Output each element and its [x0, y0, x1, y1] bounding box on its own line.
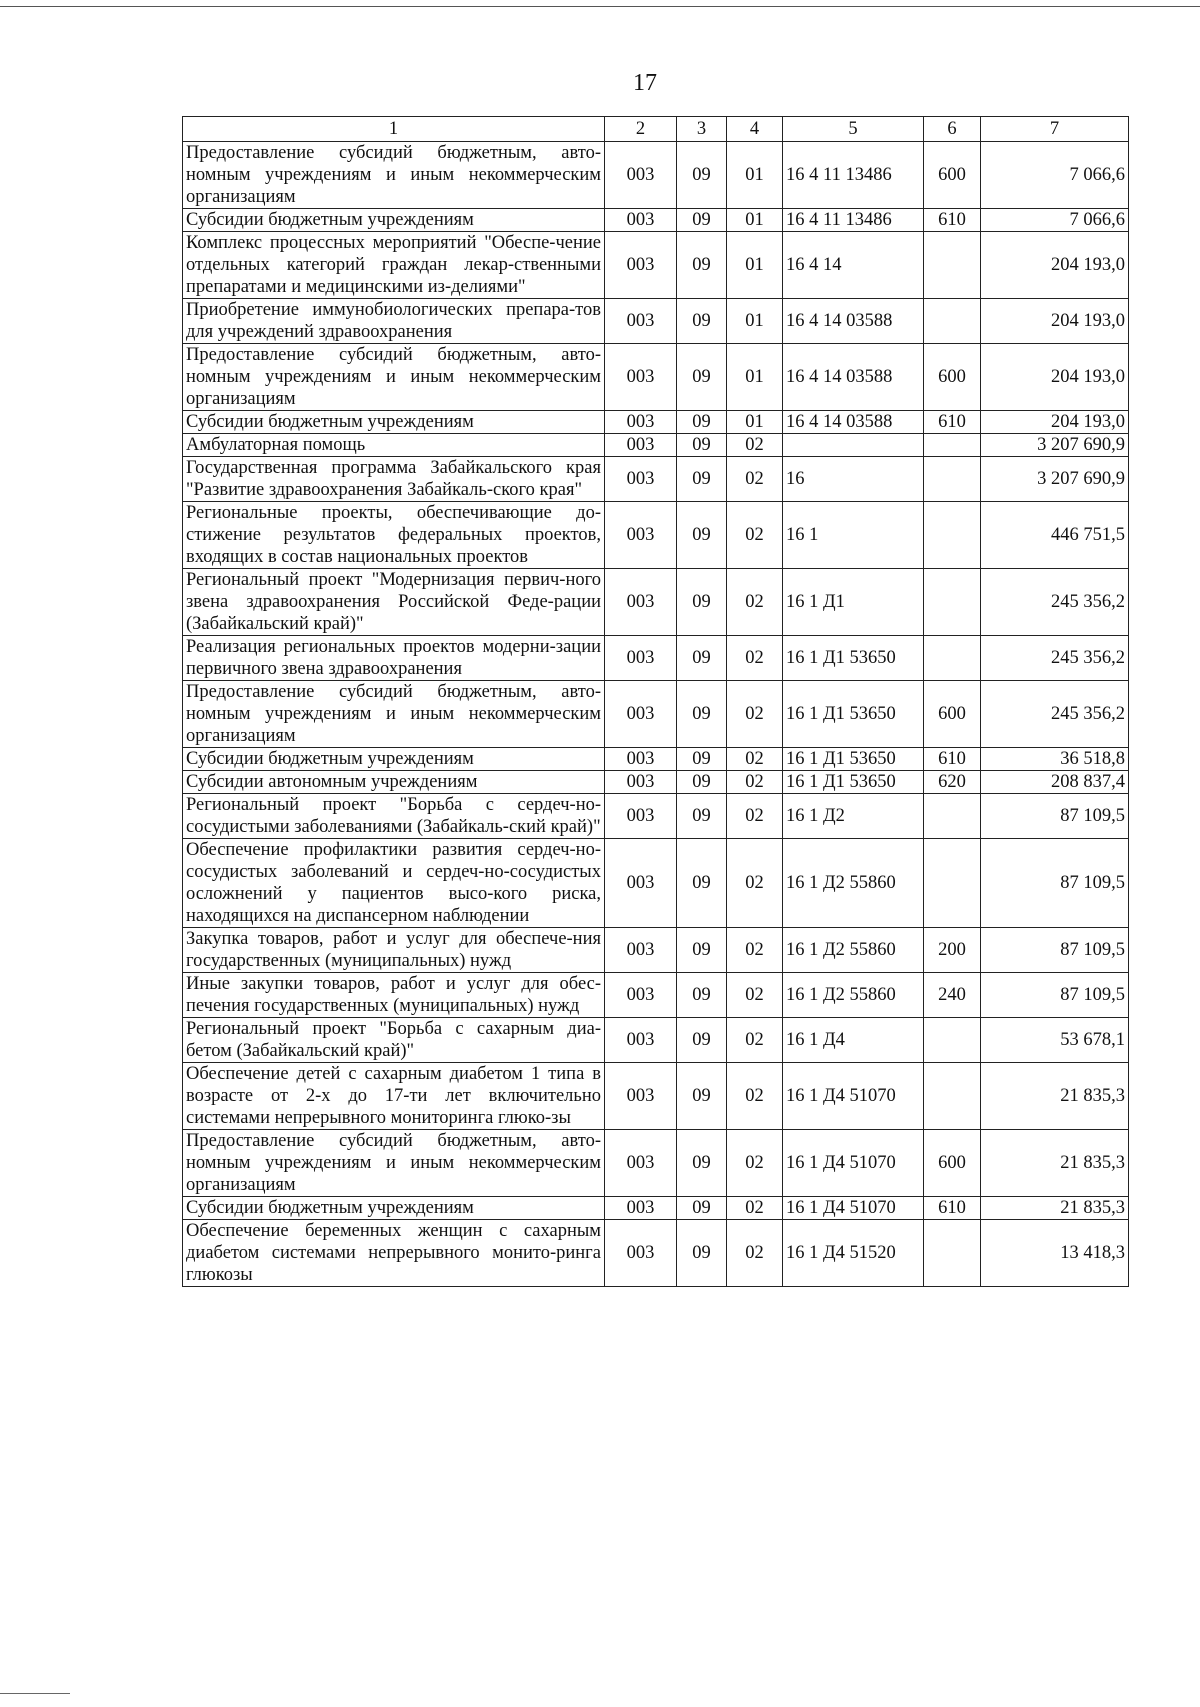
- column-header-3: 3: [677, 117, 727, 142]
- row-name-cell: Государственная программа Забайкальского края "Развитие здравоохранения Забайкаль-ского края": [183, 457, 605, 502]
- row-subsection-cell: 09: [677, 299, 727, 344]
- row-amount-cell: 21 835,3: [981, 1130, 1129, 1197]
- row-section-cell: 003: [605, 973, 677, 1018]
- table-row: [183, 209, 1129, 232]
- row-name-cell: Региональный проект "Модернизация первич-ного звена здравоохранения Российской Феде-рации (Забайкальский край)": [183, 569, 605, 636]
- row-target-article-cell: 16 1 Д2: [783, 794, 924, 839]
- row-subsubsection-cell: 02: [727, 1063, 783, 1130]
- row-expense-type-cell: 600: [924, 681, 981, 748]
- row-name-cell: Предоставление субсидий бюджетным, авто-номным учреждениям и иным некоммерческим организациям: [183, 1130, 605, 1197]
- table-row: [183, 299, 1129, 344]
- table-row: [183, 928, 1129, 973]
- row-target-article-cell: 16 4 14 03588: [783, 299, 924, 344]
- row-target-article-cell: 16 1 Д1 53650: [783, 771, 924, 794]
- row-subsection-cell: 09: [677, 794, 727, 839]
- row-section-cell: 003: [605, 299, 677, 344]
- row-subsubsection-cell: 01: [727, 232, 783, 299]
- row-subsection-cell: 09: [677, 1197, 727, 1220]
- row-section-cell: 003: [605, 142, 677, 209]
- header-row: [183, 117, 1129, 142]
- row-subsubsection-cell: 01: [727, 344, 783, 411]
- row-name-cell: Предоставление субсидий бюджетным, авто-номным учреждениям и иным некоммерческим организациям: [183, 142, 605, 209]
- row-expense-type-cell: 600: [924, 344, 981, 411]
- row-expense-type-cell: 610: [924, 411, 981, 434]
- table-row: [183, 502, 1129, 569]
- row-subsection-cell: 09: [677, 569, 727, 636]
- row-target-article-cell: 16 1 Д2 55860: [783, 928, 924, 973]
- row-subsection-cell: 09: [677, 209, 727, 232]
- table-row: [183, 973, 1129, 1018]
- page-number: 17: [633, 70, 657, 96]
- row-name-cell: Субсидии бюджетным учреждениям: [183, 1197, 605, 1220]
- row-amount-cell: 3 207 690,9: [981, 457, 1129, 502]
- column-header-4: 4: [727, 117, 783, 142]
- row-amount-cell: 208 837,4: [981, 771, 1129, 794]
- top-edge-rule: [0, 6, 1200, 7]
- row-subsection-cell: 09: [677, 636, 727, 681]
- row-amount-cell: 3 207 690,9: [981, 434, 1129, 457]
- row-section-cell: 003: [605, 794, 677, 839]
- row-expense-type-cell: 200: [924, 928, 981, 973]
- row-subsection-cell: 09: [677, 344, 727, 411]
- row-subsubsection-cell: 02: [727, 457, 783, 502]
- row-section-cell: 003: [605, 344, 677, 411]
- row-expense-type-cell: 620: [924, 771, 981, 794]
- row-subsubsection-cell: 01: [727, 142, 783, 209]
- row-expense-type-cell: [924, 232, 981, 299]
- row-section-cell: 003: [605, 209, 677, 232]
- row-expense-type-cell: [924, 1220, 981, 1287]
- row-section-cell: 003: [605, 748, 677, 771]
- row-section-cell: 003: [605, 457, 677, 502]
- row-name-cell: Обеспечение беременных женщин с сахарным диабетом системами непрерывного монито-ринга глюкозы: [183, 1220, 605, 1287]
- table-row: [183, 748, 1129, 771]
- row-section-cell: 003: [605, 569, 677, 636]
- row-amount-cell: 7 066,6: [981, 142, 1129, 209]
- row-target-article-cell: 16 1 Д4 51520: [783, 1220, 924, 1287]
- row-section-cell: 003: [605, 839, 677, 928]
- row-subsection-cell: 09: [677, 748, 727, 771]
- row-name-cell: Субсидии бюджетным учреждениям: [183, 748, 605, 771]
- row-name-cell: Приобретение иммунобиологических препара-тов для учреждений здравоохранения: [183, 299, 605, 344]
- row-expense-type-cell: 600: [924, 142, 981, 209]
- row-expense-type-cell: 610: [924, 748, 981, 771]
- row-amount-cell: 204 193,0: [981, 344, 1129, 411]
- row-expense-type-cell: 600: [924, 1130, 981, 1197]
- row-target-article-cell: 16 1 Д1: [783, 569, 924, 636]
- row-amount-cell: 245 356,2: [981, 569, 1129, 636]
- row-name-cell: Субсидии бюджетным учреждениям: [183, 209, 605, 232]
- table-row: [183, 636, 1129, 681]
- row-section-cell: 003: [605, 1197, 677, 1220]
- table-row: [183, 457, 1129, 502]
- row-subsection-cell: 09: [677, 973, 727, 1018]
- table-row: [183, 1130, 1129, 1197]
- row-name-cell: Обеспечение профилактики развития сердеч-но-сосудистых заболеваний и сердеч-но-сосудистых осложнений у пациентов высо-кого риска, находящихся на диспансерном наблюдении: [183, 839, 605, 928]
- row-subsection-cell: 09: [677, 839, 727, 928]
- row-subsubsection-cell: 02: [727, 681, 783, 748]
- row-target-article-cell: 16 1 Д1 53650: [783, 681, 924, 748]
- row-amount-cell: 245 356,2: [981, 681, 1129, 748]
- row-subsubsection-cell: 02: [727, 1130, 783, 1197]
- row-section-cell: 003: [605, 1220, 677, 1287]
- row-expense-type-cell: [924, 1063, 981, 1130]
- row-section-cell: 003: [605, 928, 677, 973]
- row-section-cell: 003: [605, 771, 677, 794]
- row-expense-type-cell: [924, 299, 981, 344]
- table-row: [183, 681, 1129, 748]
- row-target-article-cell: 16 1 Д2 55860: [783, 839, 924, 928]
- row-subsection-cell: 09: [677, 681, 727, 748]
- row-expense-type-cell: 610: [924, 209, 981, 232]
- row-name-cell: Предоставление субсидий бюджетным, авто-номным учреждениям и иным некоммерческим организациям: [183, 344, 605, 411]
- table-row: [183, 771, 1129, 794]
- row-expense-type-cell: [924, 794, 981, 839]
- bottom-left-rule: [0, 1693, 70, 1694]
- row-amount-cell: 87 109,5: [981, 794, 1129, 839]
- column-header-6: 6: [924, 117, 981, 142]
- row-subsubsection-cell: 02: [727, 636, 783, 681]
- row-amount-cell: 21 835,3: [981, 1197, 1129, 1220]
- row-section-cell: 003: [605, 1063, 677, 1130]
- row-section-cell: 003: [605, 434, 677, 457]
- table-row: [183, 434, 1129, 457]
- table-row: [183, 1063, 1129, 1130]
- row-amount-cell: 204 193,0: [981, 299, 1129, 344]
- row-subsubsection-cell: 01: [727, 299, 783, 344]
- row-subsubsection-cell: 01: [727, 411, 783, 434]
- row-section-cell: 003: [605, 1018, 677, 1063]
- row-target-article-cell: [783, 434, 924, 457]
- row-amount-cell: 36 518,8: [981, 748, 1129, 771]
- row-amount-cell: 53 678,1: [981, 1018, 1129, 1063]
- row-amount-cell: 87 109,5: [981, 928, 1129, 973]
- row-target-article-cell: 16 1 Д4 51070: [783, 1063, 924, 1130]
- row-subsection-cell: 09: [677, 1130, 727, 1197]
- row-amount-cell: 13 418,3: [981, 1220, 1129, 1287]
- table-row: [183, 411, 1129, 434]
- row-subsubsection-cell: 02: [727, 839, 783, 928]
- row-subsection-cell: 09: [677, 411, 727, 434]
- row-name-cell: Субсидии автономным учреждениям: [183, 771, 605, 794]
- row-target-article-cell: 16 1 Д4 51070: [783, 1197, 924, 1220]
- column-header-2: 2: [605, 117, 677, 142]
- row-target-article-cell: 16 1 Д4: [783, 1018, 924, 1063]
- table-row: [183, 839, 1129, 928]
- row-target-article-cell: 16: [783, 457, 924, 502]
- row-amount-cell: 446 751,5: [981, 502, 1129, 569]
- row-target-article-cell: 16 4 11 13486: [783, 209, 924, 232]
- row-name-cell: Обеспечение детей с сахарным диабетом 1 типа в возрасте от 2-х до 17-ти лет включительно системами непрерывного мониторинга глюко-зы: [183, 1063, 605, 1130]
- row-section-cell: 003: [605, 1130, 677, 1197]
- row-target-article-cell: 16 1: [783, 502, 924, 569]
- row-subsection-cell: 09: [677, 142, 727, 209]
- row-amount-cell: 204 193,0: [981, 232, 1129, 299]
- row-expense-type-cell: 610: [924, 1197, 981, 1220]
- row-subsubsection-cell: 02: [727, 973, 783, 1018]
- row-subsection-cell: 09: [677, 1018, 727, 1063]
- budget-table: [182, 116, 1129, 1287]
- row-target-article-cell: 16 4 14 03588: [783, 411, 924, 434]
- row-subsection-cell: 09: [677, 232, 727, 299]
- row-name-cell: Региональный проект "Борьба с сердеч-но-сосудистыми заболеваниями (Забайкаль-ский край)": [183, 794, 605, 839]
- row-name-cell: Субсидии бюджетным учреждениям: [183, 411, 605, 434]
- row-expense-type-cell: [924, 502, 981, 569]
- row-subsection-cell: 09: [677, 457, 727, 502]
- row-subsection-cell: 09: [677, 502, 727, 569]
- row-subsection-cell: 09: [677, 771, 727, 794]
- row-name-cell: Реализация региональных проектов модерни-зации первичного звена здравоохранения: [183, 636, 605, 681]
- row-subsection-cell: 09: [677, 1220, 727, 1287]
- row-amount-cell: 7 066,6: [981, 209, 1129, 232]
- row-amount-cell: 87 109,5: [981, 839, 1129, 928]
- table-row: [183, 142, 1129, 209]
- row-subsubsection-cell: 01: [727, 209, 783, 232]
- table-row: [183, 1197, 1129, 1220]
- row-target-article-cell: 16 1 Д1 53650: [783, 636, 924, 681]
- row-target-article-cell: 16 4 14 03588: [783, 344, 924, 411]
- row-subsubsection-cell: 02: [727, 771, 783, 794]
- row-expense-type-cell: 240: [924, 973, 981, 1018]
- row-amount-cell: 21 835,3: [981, 1063, 1129, 1130]
- row-name-cell: Закупка товаров, работ и услуг для обеспече-ния государственных (муниципальных) нужд: [183, 928, 605, 973]
- row-subsubsection-cell: 02: [727, 434, 783, 457]
- row-section-cell: 003: [605, 681, 677, 748]
- row-amount-cell: 87 109,5: [981, 973, 1129, 1018]
- column-header-5: 5: [783, 117, 924, 142]
- row-name-cell: Амбулаторная помощь: [183, 434, 605, 457]
- row-target-article-cell: 16 4 11 13486: [783, 142, 924, 209]
- row-name-cell: Комплекс процессных мероприятий "Обеспе-чение отдельных категорий граждан лекар-ственными препаратами и медицинскими из-делиями": [183, 232, 605, 299]
- row-subsubsection-cell: 02: [727, 502, 783, 569]
- row-target-article-cell: 16 1 Д4 51070: [783, 1130, 924, 1197]
- row-name-cell: Региональные проекты, обеспечивающие до-стижение результатов федеральных проектов, входящих в состав национальных проектов: [183, 502, 605, 569]
- row-subsection-cell: 09: [677, 434, 727, 457]
- row-section-cell: 003: [605, 636, 677, 681]
- row-subsubsection-cell: 02: [727, 1018, 783, 1063]
- row-subsubsection-cell: 02: [727, 1197, 783, 1220]
- row-subsection-cell: 09: [677, 1063, 727, 1130]
- row-expense-type-cell: [924, 636, 981, 681]
- row-subsection-cell: 09: [677, 928, 727, 973]
- row-expense-type-cell: [924, 839, 981, 928]
- row-subsubsection-cell: 02: [727, 928, 783, 973]
- row-expense-type-cell: [924, 569, 981, 636]
- table-row: [183, 569, 1129, 636]
- row-name-cell: Предоставление субсидий бюджетным, авто-номным учреждениям и иным некоммерческим организациям: [183, 681, 605, 748]
- table-row: [183, 232, 1129, 299]
- row-expense-type-cell: [924, 457, 981, 502]
- table-row: [183, 344, 1129, 411]
- row-name-cell: Иные закупки товаров, работ и услуг для обес-печения государственных (муниципальных) нужд: [183, 973, 605, 1018]
- table-row: [183, 794, 1129, 839]
- row-section-cell: 003: [605, 502, 677, 569]
- row-name-cell: Региональный проект "Борьба с сахарным диа-бетом (Забайкальский край)": [183, 1018, 605, 1063]
- row-section-cell: 003: [605, 232, 677, 299]
- row-amount-cell: 204 193,0: [981, 411, 1129, 434]
- row-subsubsection-cell: 02: [727, 569, 783, 636]
- table-row: [183, 1018, 1129, 1063]
- row-target-article-cell: 16 1 Д1 53650: [783, 748, 924, 771]
- row-expense-type-cell: [924, 434, 981, 457]
- row-target-article-cell: 16 1 Д2 55860: [783, 973, 924, 1018]
- row-subsubsection-cell: 02: [727, 748, 783, 771]
- table-row: [183, 1220, 1129, 1287]
- row-subsubsection-cell: 02: [727, 1220, 783, 1287]
- row-target-article-cell: 16 4 14: [783, 232, 924, 299]
- row-section-cell: 003: [605, 411, 677, 434]
- column-header-7: 7: [981, 117, 1129, 142]
- column-header-1: 1: [183, 117, 605, 142]
- row-subsubsection-cell: 02: [727, 794, 783, 839]
- row-amount-cell: 245 356,2: [981, 636, 1129, 681]
- row-expense-type-cell: [924, 1018, 981, 1063]
